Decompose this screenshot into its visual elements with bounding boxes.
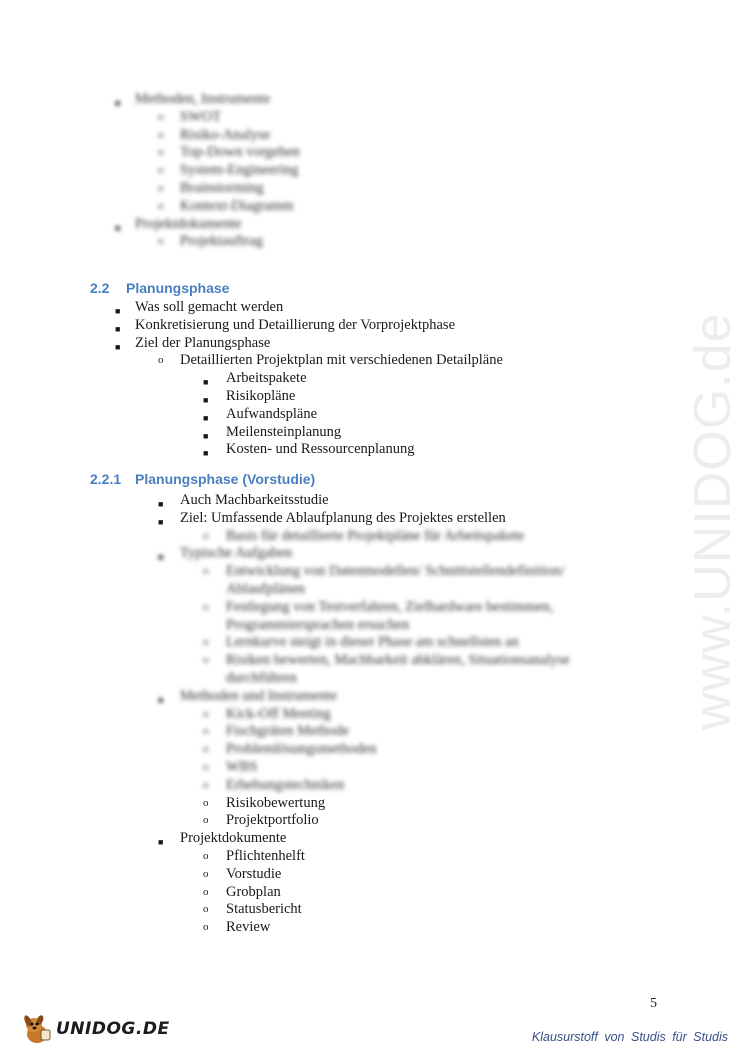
circle-bullet-icon: o [203, 636, 209, 649]
section-heading-2-2-1 [90, 471, 315, 487]
list-item-text: Methoden, Instrumente [135, 91, 271, 107]
list-item-text: durchführen [226, 670, 297, 686]
circle-bullet-icon: o [203, 903, 209, 916]
list-item-text: Review [226, 919, 271, 936]
list-item-text: Methoden und Instrumente [180, 687, 338, 704]
square-bullet-icon: ■ [203, 395, 209, 405]
square-bullet-icon: ■ [203, 430, 209, 441]
list-item-text: Risikopläne [226, 388, 296, 404]
list-item-text: Projektauftrag [180, 233, 263, 250]
list-item-text: Ziel: Umfassende Ablaufplanung des Projektes erstellen [180, 509, 506, 526]
circle-bullet-icon: o [203, 529, 209, 542]
list-item-text: Problemlösungsmethoden [226, 741, 377, 758]
section-number: 2.2.1 [90, 471, 122, 487]
page-number: 5 [650, 996, 657, 1011]
section-number: 2.2 [90, 280, 110, 296]
circle-bullet-icon: o [203, 761, 209, 773]
list-item-text: Konkretisierung und Detaillierung der Vorprojektphase [135, 316, 455, 333]
list-item-text: Brainstorming [180, 180, 264, 196]
list-item-text: Arbeitspakete [226, 370, 307, 387]
dog-logo-icon [20, 1012, 54, 1046]
list-item-text: Projektportfolio [226, 812, 319, 829]
square-bullet-icon: ■ [158, 552, 164, 563]
square-bullet-icon: ■ [203, 448, 209, 459]
logo-text-unidog: UNIDOG [56, 1019, 136, 1039]
section-title: Planungsphase [126, 280, 230, 296]
unidog-logo [20, 1012, 170, 1046]
circle-bullet-icon: o [203, 796, 209, 809]
square-bullet-icon: ■ [158, 516, 164, 527]
list-item-text: Ablaufplänen [226, 581, 305, 597]
list-item-text: Kontext-Diagramm [180, 197, 294, 214]
circle-bullet-icon: o [158, 110, 164, 123]
section-title: Planungsphase (Vorstudie) [135, 471, 316, 487]
list-item-text: Risiko-Analyse [180, 126, 271, 143]
list-item-text: Meilensteinplanung [226, 423, 342, 440]
list-item-text: Festlegung von Testverfahren, Zielhardware bestimmen, [226, 598, 554, 615]
logo-wordmark [56, 1019, 170, 1039]
square-bullet-icon: ■ [115, 306, 121, 316]
list-item-text: Ziel der Planungsphase [135, 334, 271, 351]
circle-bullet-icon: o [203, 814, 209, 827]
circle-bullet-icon: o [158, 146, 164, 159]
list-item-text: Aufwandspläne [226, 405, 318, 422]
list-item-text: SWOT [180, 108, 222, 125]
square-bullet-icon: ■ [115, 98, 121, 108]
list-item-text: Entwicklung von Datenmodellen/ Schnittstellendefinition/ [226, 563, 565, 580]
list-item-text: Basis für detaillierte Projektpläne für Arbeitspakete [226, 527, 525, 544]
square-bullet-icon: ■ [158, 499, 164, 509]
section-heading-2-2 [90, 280, 229, 296]
circle-bullet-icon: o [203, 885, 209, 898]
circle-bullet-icon: o [158, 354, 164, 367]
list-item-text: Vorstudie [226, 865, 282, 882]
list-item-text: Lernkurve steigt in dieser Phase am schnellsten an [226, 634, 519, 651]
circle-bullet-icon: o [158, 199, 164, 212]
list-item-text: Risiken bewerten, Machbarkeit abklären, Situationsanalyse [226, 652, 570, 669]
circle-bullet-icon: o [203, 867, 209, 880]
circle-bullet-icon: o [158, 235, 164, 248]
watermark-text: www.UNIDOG.de [684, 312, 742, 730]
circle-bullet-icon: o [203, 725, 209, 738]
list-item-text: Top-Down vorgehen [180, 144, 300, 161]
list-item-text: Risikobewertung [226, 794, 326, 811]
circle-bullet-icon: o [203, 778, 209, 791]
logo-text-de: .DE [135, 1019, 170, 1039]
list-item-text: Pflichtenhelft [226, 848, 305, 864]
circle-bullet-icon: o [203, 921, 209, 934]
square-bullet-icon: ■ [158, 694, 164, 705]
list-item-text: WBS [226, 759, 258, 775]
list-item-text: Auch Machbarkeitsstudie [180, 492, 329, 508]
list-item-text: Detaillierten Projektplan mit verschiedenen Detailpläne [180, 352, 503, 369]
circle-bullet-icon: o [203, 850, 209, 862]
circle-bullet-icon: o [203, 707, 209, 720]
circle-bullet-icon: o [203, 743, 209, 756]
list-item-text: Projektdokumente [180, 830, 287, 847]
watermark [683, 312, 750, 790]
list-item-text: Grobplan [226, 883, 281, 900]
list-item-text: Projektdokumente [135, 215, 242, 232]
circle-bullet-icon: o [158, 164, 164, 177]
list-item-text: Kosten- und Ressourcenplanung [226, 441, 415, 458]
list-item-text: Kick-Off Meeting [226, 705, 331, 722]
square-bullet-icon: ■ [115, 341, 121, 352]
list-item-text: Programmiersprachen ersuchen [226, 616, 410, 633]
list-item-text: Erhebungstechniken [226, 776, 345, 793]
footer-tagline: Klausurstoff von Studis für Studis [531, 1030, 728, 1044]
circle-bullet-icon: o [158, 128, 164, 141]
square-bullet-icon: ■ [203, 377, 209, 388]
circle-bullet-icon: o [203, 654, 209, 667]
circle-bullet-icon: o [203, 600, 209, 613]
square-bullet-icon: ■ [203, 412, 209, 423]
list-item-text: Statusbericht [226, 901, 302, 918]
list-item-text: Was soll gemacht werden [135, 299, 284, 315]
circle-bullet-icon: o [158, 182, 164, 194]
list-item-text: Fischgräten Methode [226, 723, 349, 740]
circle-bullet-icon: o [203, 565, 209, 578]
list-item-text: Typische Aufgaben [180, 545, 293, 562]
square-bullet-icon: ■ [115, 323, 121, 334]
list-item-text: System-Engineering [180, 162, 299, 179]
square-bullet-icon: ■ [158, 837, 164, 848]
square-bullet-icon: ■ [115, 222, 121, 233]
